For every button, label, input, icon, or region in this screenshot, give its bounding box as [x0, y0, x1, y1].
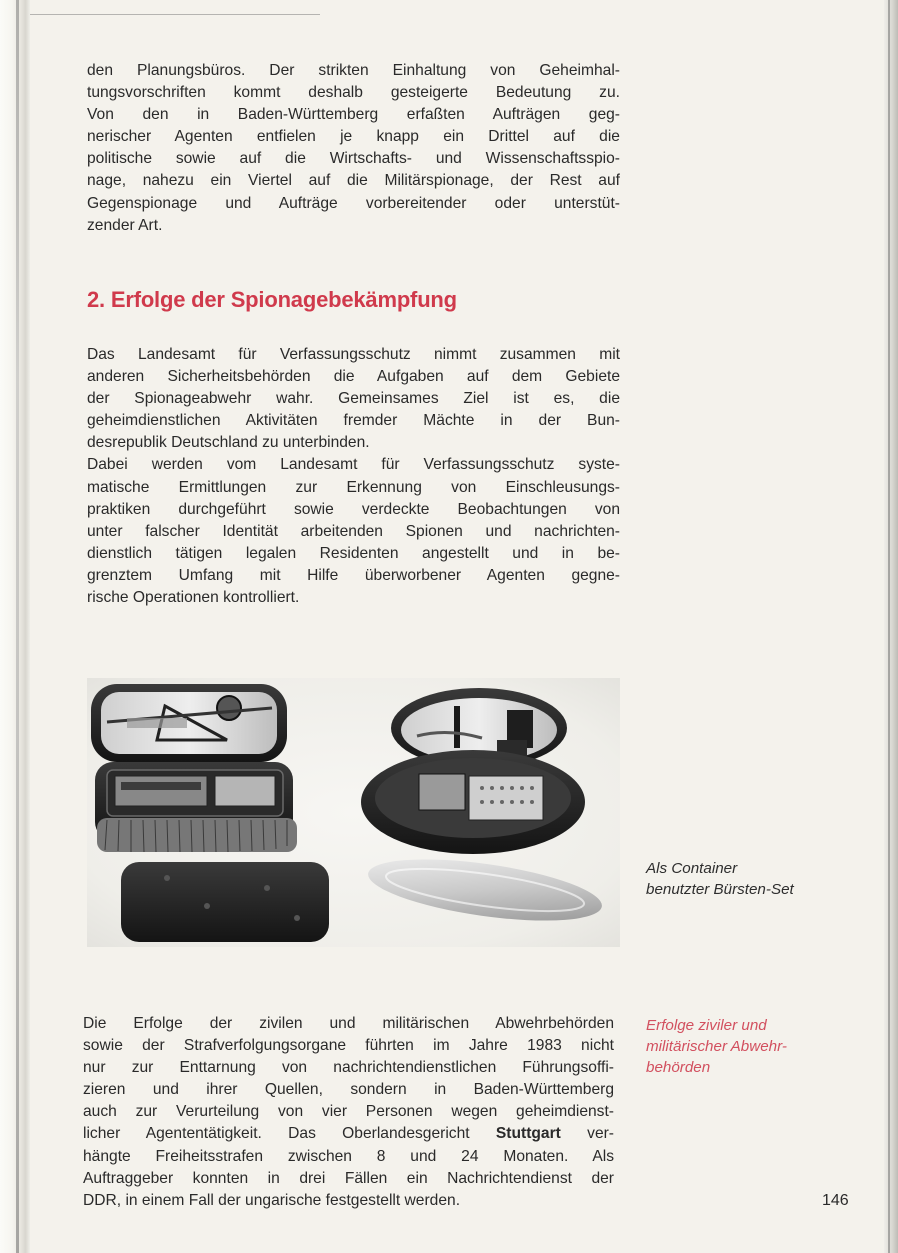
text-line: den Planungsbüros. Der strikten Einhaltung von Geheimhal-: [87, 62, 620, 79]
caption-line: Als Container: [646, 860, 738, 877]
paragraph-espionage-targets: [87, 60, 620, 237]
text-line: unter falscher Identität arbeitenden Spionen und nachrichten-: [87, 522, 620, 540]
text-line: Gegenspionage und Aufträge vorbereitender oder unterstüt-: [87, 194, 620, 212]
gutter-line: [16, 0, 19, 1253]
text-line: Das Landesamt für Verfassungsschutz nimmt zusammen mit: [87, 346, 620, 363]
paragraph-convictions: [83, 1013, 614, 1212]
margin-note-line: militärischer Abwehr-: [646, 1038, 787, 1055]
top-rule: [30, 14, 320, 15]
text-line: matische Ermittlungen zur Erkennung von Einschleusungs-: [87, 478, 620, 496]
margin-note-line: Erfolge ziviler und: [646, 1017, 767, 1034]
page-edge-line: [888, 0, 890, 1253]
brush-set-image: [87, 678, 620, 947]
page-edge: [884, 0, 898, 1253]
text-line: Dabei werden vom Landesamt für Verfassungsschutz syste-: [87, 456, 620, 474]
text-line: Auftraggeber konnten in drei Fällen ein Nachrichtendienst der: [83, 1169, 614, 1187]
margin-note: [646, 1015, 787, 1078]
text-line: zender Art.: [87, 216, 163, 234]
text-line: rische Operationen kontrolliert.: [87, 589, 300, 607]
text-line: desrepublik Deutschland zu unterbinden.: [87, 434, 370, 452]
text-line: auch zur Verurteilung von vier Personen wegen geheimdienst-: [83, 1103, 614, 1121]
text-line: grenztem Umfang mit Hilfe überworbener Agenten gegne-: [87, 566, 620, 584]
text-line: praktiken durchgeführt sowie verdeckte Beobachtungen von: [87, 500, 620, 518]
text-line: sowie der Strafverfolgungsorgane führten im Jahre 1983 nicht: [83, 1037, 614, 1055]
text-line: hängte Freiheitsstrafen zwischen 8 und 24 Monaten. Als: [83, 1147, 614, 1165]
photo-caption: [646, 858, 794, 900]
text-line: zieren und ihrer Quellen, sondern in Baden-Württemberg: [83, 1081, 614, 1099]
text-line: der Spionageabwehr wahr. Gemeinsames Ziel ist es, die: [87, 390, 620, 408]
bold-city-name: Stuttgart: [495, 1125, 561, 1143]
text-fragment: licher Agententätigkeit. Das Oberlandesgericht: [83, 1125, 496, 1143]
text-line: DDR, in einem Fall der ungarische festgestellt werden.: [83, 1191, 461, 1209]
text-line: nur zur Enttarnung von nachrichtendienstlichen Führungsoffi-: [83, 1059, 614, 1077]
text-line-with-bold: [83, 1123, 614, 1145]
text-line: nerischer Agenten entfielen je knapp ein Drittel auf die: [87, 128, 620, 146]
brush-set-photo: [87, 678, 620, 947]
text-line: politische sowie auf die Wirtschafts- und Wissenschaftsspio-: [87, 150, 620, 168]
text-fragment: ver-: [560, 1125, 615, 1143]
text-line: tungsvorschriften kommt deshalb gesteigerte Bedeutung zu.: [87, 84, 620, 102]
book-gutter: [0, 0, 30, 1253]
section-heading: 2. Erfolge der Spionagebekämpfung: [87, 287, 457, 312]
margin-note-line: behörden: [646, 1059, 711, 1076]
caption-line: benutzter Bürsten-Set: [646, 881, 794, 898]
text-line: dienstlich tätigen legalen Residenten angestellt und in be-: [87, 544, 620, 562]
text-line: Von den in Baden-Württemberg erfaßten Aufträgen geg-: [87, 106, 620, 124]
text-line: Die Erfolge der zivilen und militärischen Abwehrbehörden: [83, 1015, 614, 1032]
text-line: nage, nahezu ein Viertel auf die Militärspionage, der Rest auf: [87, 172, 620, 190]
page-number: 146: [822, 1192, 849, 1209]
text-line: geheimdienstlichen Aktivitäten fremder Mächte in der Bun-: [87, 412, 620, 430]
text-line: anderen Sicherheitsbehörden die Aufgaben auf dem Gebiete: [87, 368, 620, 386]
paragraph-counterintelligence: [87, 344, 620, 609]
